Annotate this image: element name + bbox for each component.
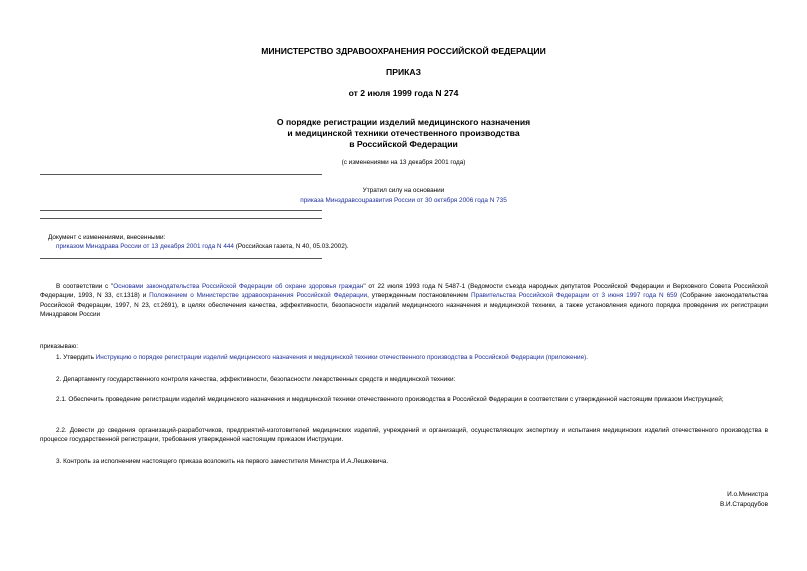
lost-force-link[interactable]: приказа Минздравсоцразвития России от 30 октября 2006 года N 735 [300, 197, 507, 204]
item-2-1: 2.1. Обеспечить проведение регистрации изделий медицинского назначения и медицинской техники отечественного производства в Российской Федерации в соответствии с утвержденной настоящим приказом Инструкцией; [56, 396, 724, 403]
item-2: 2. Департаменту государственного контроля качества, эффективности, безопасности лекарственных средств и медицинской техники: [56, 376, 456, 383]
item-1: 1. Утвердить Инструкцию о порядке регистрации изделий медицинского назначения и медицинской техники отечественного производства в Российской Федерации (приложение). [56, 354, 589, 361]
order-word: приказываю: [40, 343, 78, 350]
title-line-3: в Российской Федерации [349, 139, 458, 149]
signature-name: В.И.Стародубов [719, 501, 768, 508]
ministry-heading: МИНИСТЕРСТВО ЗДРАВООХРАНЕНИЯ РОССИЙСКОЙ ФЕДЕРАЦИИ [261, 46, 546, 56]
instruction-link[interactable]: Инструкцию о порядке регистрации изделий медицинского назначения и медицинской техники отечественного производства в Российской Федерации (приложение). [95, 354, 589, 361]
preamble-paragraph: В соответствии с "Основами законодательства Российской Федерации об охране здоровья граждан" от 22 июля 1993 года N 5487-1 (Ведомости съезда народных депутатов Российской Федерации и Верховного Совета Российской Федерации, 1993, N 33, ст.1318) и Положением о Министерстве здравоохранения Российской Федерации, утвержденным постановлением Правительства Российской Федерации от 3 июня 1997 года N 659 (Собрание законодательства Российской Федерации, 1997, N 23, ст.2691), в целях обеспечения качества, эффективности, безопасности изделий медицинского назначения и медицинской техники, а также установления единого порядка проведения их регистрации Минздравом России [40, 283, 768, 319]
amendments-entry [56, 242, 349, 251]
separator-line [40, 210, 322, 211]
separator-line [40, 218, 322, 219]
title-line-2: и медицинской техники отечественного производства [287, 128, 520, 138]
separator-line [40, 174, 322, 175]
item-3: 3. Контроль за исполнением настоящего приказа возложить на первого заместителя Министра И.А.Лешкевича. [56, 458, 389, 465]
law-link[interactable]: Основами законодательства Российской Федерации об охране здоровья граждан [113, 283, 364, 290]
government-decree-link[interactable]: Правительства Российской Федерации от 3 июня 1997 года N 659 [470, 292, 678, 300]
title-line-1: О порядке регистрации изделий медицинского назначения [276, 117, 531, 127]
amendments-label: Документ с изменениями, внесенными: [48, 234, 166, 241]
item-2-2: 2.2. Довести до сведения организаций-разработчиков, предприятий-изготовителей медицинских изделий, учреждений и организаций, осуществляющих экспертизу и испытания медицинских изделий отечественного производства в процессе государственной регистрации, требования утвержденной настоящим приказом Инструкции. [40, 427, 768, 444]
amended-note: (с изменениями на 13 декабря 2001 года) [341, 159, 466, 166]
date-number: от 2 июля 1999 года N 274 [348, 88, 459, 98]
amendment-source: (Российская газета, N 40, 05.03.2002). [234, 243, 349, 250]
regulation-link[interactable]: Положением о Министерстве здравоохранения Российской Федерации [149, 292, 368, 300]
doc-type-heading: ПРИКАЗ [386, 67, 421, 77]
signature-position: И.о.Министра [727, 491, 768, 498]
separator-line [40, 258, 322, 259]
lost-force-text: Утратил силу на основании [362, 187, 445, 194]
amendment-link[interactable]: приказом Минздрава России от 13 декабря 2001 года N 444 [56, 243, 234, 250]
